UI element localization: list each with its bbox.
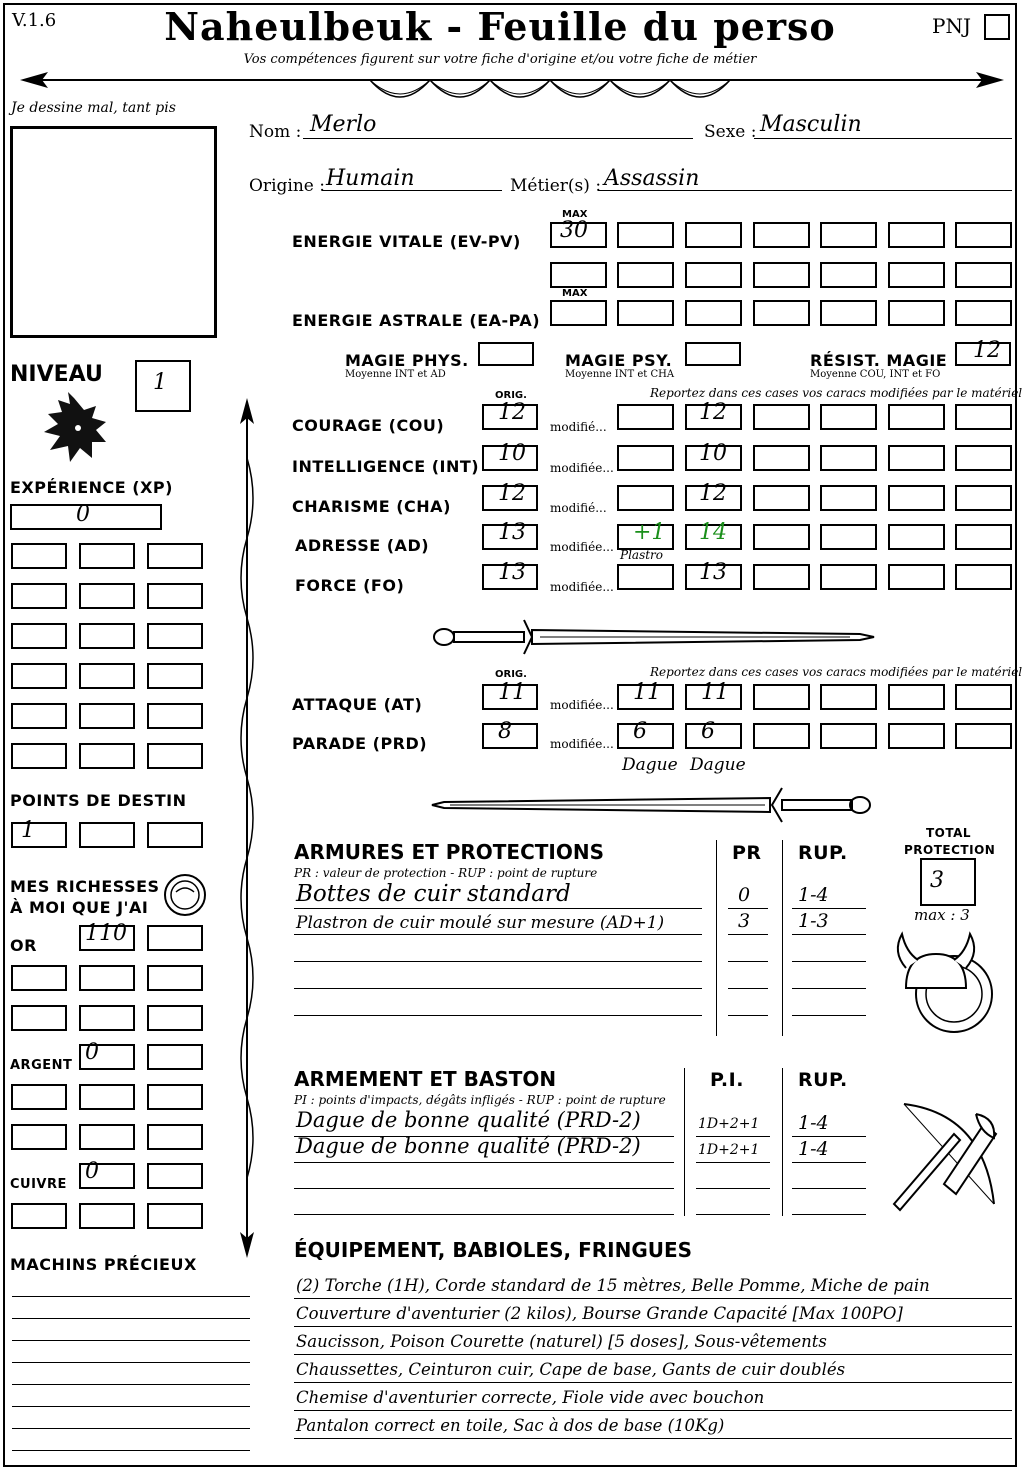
armement-pi-label: P.I. <box>710 1069 744 1091</box>
money-box-1-3[interactable] <box>147 925 203 951</box>
money-box-2-2[interactable] <box>79 965 135 991</box>
combat-orig-label: ORIG. <box>495 669 527 680</box>
carac-extra-5-4[interactable] <box>955 564 1012 590</box>
destin-box-1[interactable] <box>11 818 67 848</box>
arme-rup-line-3 <box>792 1188 866 1189</box>
experience-box[interactable]: 0 <box>10 504 162 530</box>
armure-pr-1: 0 <box>738 884 751 906</box>
xp-box-5-1[interactable] <box>11 703 67 729</box>
dragon-icon <box>40 392 108 464</box>
origine-label: Origine : <box>249 176 325 196</box>
armures-sub: PR : valeur de protection - RUP : point de rupture <box>294 866 598 880</box>
ea-box-5[interactable] <box>820 300 877 326</box>
combat-final-2-value: 6 <box>701 719 715 744</box>
armures-pr-label: PR <box>732 842 762 864</box>
destin-box-3[interactable] <box>147 822 203 848</box>
combat-orig-1[interactable] <box>482 680 538 710</box>
carac-orig-2-value: 10 <box>498 441 526 466</box>
carac-extra-5-2[interactable] <box>820 564 877 590</box>
money-box-5-2[interactable] <box>79 1084 135 1110</box>
ev-box-row2-7[interactable] <box>955 262 1012 288</box>
arme-pi-line-1 <box>696 1136 770 1137</box>
equipement-title: ÉQUIPEMENT, BABIOLES, FRINGUES <box>294 1238 693 1262</box>
pnj-checkbox[interactable] <box>984 14 1010 40</box>
weapons-icon <box>884 1094 1004 1214</box>
equipement-line-3[interactable] <box>294 1354 1012 1355</box>
carac-extra-1-1[interactable] <box>753 404 810 430</box>
carac-final-5[interactable] <box>685 560 742 590</box>
equipement-line-5[interactable] <box>294 1410 1012 1411</box>
carac-final-3[interactable] <box>685 481 742 511</box>
total-protection-label-1: TOTAL <box>926 826 972 840</box>
weapon-note-2: Dague <box>690 755 746 775</box>
carac-orig-1-value: 12 <box>498 400 526 425</box>
armure-pr-line-5 <box>728 1015 768 1016</box>
carac-mod-label-1: modifié... <box>550 420 607 434</box>
carac-extra-5-1[interactable] <box>753 564 810 590</box>
magie-psy-sub: Moyenne INT et CHA <box>565 369 675 380</box>
xp-box-5-2[interactable] <box>79 703 135 729</box>
ev-box-6[interactable] <box>888 222 945 248</box>
armure-pr-line-3 <box>728 961 768 962</box>
arme-name-1: Dague de bonne qualité (PRD-2) <box>296 1108 641 1132</box>
carac-final-4-value: 14 <box>699 520 727 545</box>
ev-box-row2-4[interactable] <box>753 262 810 288</box>
ev-box-1[interactable] <box>550 218 607 248</box>
equipement-text-2: Couverture d'aventurier (2 kilos), Bourse Grande Capacité [Max 100PO] <box>296 1304 903 1323</box>
equipement-text-5: Chemise d'aventurier correcte, Fiole vide avec bouchon <box>296 1388 765 1407</box>
xp-box-3-1[interactable] <box>11 623 67 649</box>
carac-extra-2-3[interactable] <box>888 445 945 471</box>
armures-sep-2 <box>782 840 783 1036</box>
money-box-6-3[interactable] <box>147 1124 203 1150</box>
pnj-label: PNJ <box>932 14 971 38</box>
armure-pr-2: 3 <box>738 910 751 932</box>
carac-mod-label-3: modifié... <box>550 501 607 515</box>
vertical-spear-icon <box>232 398 262 1258</box>
nom-line <box>303 138 693 139</box>
ev-box-1-value: 30 <box>560 218 588 243</box>
armure-line-3[interactable] <box>294 961 702 962</box>
sexe-label: Sexe : <box>704 122 757 142</box>
sword-icon-2 <box>430 780 875 830</box>
money-box-5-3[interactable] <box>147 1084 203 1110</box>
armures-rup-label: RUP. <box>798 842 848 864</box>
carac-extra-4-2[interactable] <box>820 524 877 550</box>
richesses-label-1: MES RICHESSES <box>10 877 160 896</box>
cuivre-label: CUIVRE <box>10 1177 67 1192</box>
money-box-4-3[interactable] <box>147 1044 203 1070</box>
carac-final-4[interactable] <box>685 520 742 550</box>
arme-rup-line-4 <box>792 1214 866 1215</box>
destin-box-1-value: 1 <box>21 818 35 843</box>
combat-mod-label-1: modifiée... <box>550 698 614 712</box>
arme-line-4[interactable] <box>294 1214 674 1215</box>
money-box-6-2[interactable] <box>79 1124 135 1150</box>
armement-sub: PI : points d'impacts, dégâts infligés - RUP : point de rupture <box>294 1093 666 1107</box>
arme-pi-line-2 <box>696 1162 770 1163</box>
carac-final-1[interactable] <box>685 400 742 430</box>
magie-phys-label: MAGIE PHYS. <box>345 351 469 370</box>
armure-rup-line-4 <box>792 988 866 989</box>
xp-box-5-3[interactable] <box>147 703 203 729</box>
carac-mod-label-5: modifiée... <box>550 580 614 594</box>
carac-orig-5-value: 13 <box>498 560 526 585</box>
armure-line-5[interactable] <box>294 1015 702 1016</box>
total-protection-box[interactable]: 3 <box>920 858 976 906</box>
xp-box-6-3[interactable] <box>147 743 203 769</box>
sexe-field[interactable]: Masculin <box>760 112 862 137</box>
sword-icon <box>430 612 875 662</box>
xp-box-4-2[interactable] <box>79 663 135 689</box>
niveau-box[interactable]: 1 <box>135 360 191 412</box>
armure-rup-1: 1-4 <box>798 884 829 906</box>
niveau-label: NIVEAU <box>10 362 103 387</box>
xp-box-1-2[interactable] <box>79 543 135 569</box>
sexe-line <box>754 138 1012 139</box>
machins-line-2[interactable] <box>12 1318 250 1319</box>
magie-phys-sub: Moyenne INT et AD <box>345 369 446 380</box>
machins-line-6[interactable] <box>12 1406 250 1407</box>
armures-title: ARMURES ET PROTECTIONS <box>294 840 604 864</box>
combat-extra-2-3[interactable] <box>888 723 945 749</box>
xp-box-3-3[interactable] <box>147 623 203 649</box>
carac-label-5: FORCE (FO) <box>295 576 405 595</box>
ea-label: ENERGIE ASTRALE (EA-PA) <box>292 311 541 330</box>
destin-label: POINTS DE DESTIN <box>10 791 187 810</box>
ea-box-7[interactable] <box>955 300 1012 326</box>
ea-box-4[interactable] <box>753 300 810 326</box>
machins-line-4[interactable] <box>12 1362 250 1363</box>
money-box-7-2[interactable] <box>79 1159 135 1189</box>
combat-extra-1-1[interactable] <box>753 684 810 710</box>
resist-magie-sub: Moyenne COU, INT et FO <box>810 369 941 380</box>
armure-rup-line-3 <box>792 961 866 962</box>
arme-rup-2: 1-4 <box>798 1138 829 1160</box>
carac-label-2: INTELLIGENCE (INT) <box>292 457 480 476</box>
argent-label: ARGENT <box>10 1058 73 1073</box>
combat-mod-1-value: 11 <box>633 680 661 705</box>
carac-mod-label-4: modifiée... <box>550 540 614 554</box>
carac-orig-4[interactable] <box>482 520 538 550</box>
carac-extra-5-3[interactable] <box>888 564 945 590</box>
ev-box-4[interactable] <box>753 222 810 248</box>
xp-box-1-1[interactable] <box>11 543 67 569</box>
combat-mod-1[interactable] <box>617 680 674 710</box>
xp-box-2-3[interactable] <box>147 583 203 609</box>
or-label: OR <box>10 936 37 955</box>
money-box-8-2[interactable] <box>79 1203 135 1229</box>
magie-phys-box[interactable] <box>478 342 534 366</box>
metier-label: Métier(s) : <box>510 176 602 196</box>
machins-line-3[interactable] <box>12 1340 250 1341</box>
armure-rup-line-5 <box>792 1015 866 1016</box>
machins-line-8[interactable] <box>12 1450 250 1451</box>
arme-pi-1: 1D+2+1 <box>698 1116 760 1132</box>
arme-pi-2: 1D+2+1 <box>698 1142 760 1158</box>
armure-pr-line-1 <box>728 908 768 909</box>
armement-rup-label: RUP. <box>798 1069 848 1091</box>
total-protection-label-2: PROTECTION <box>904 843 996 857</box>
carac-extra-2-2[interactable] <box>820 445 877 471</box>
money-box-4-2-value: 0 <box>85 1040 99 1065</box>
money-box-4-2[interactable] <box>79 1040 135 1070</box>
money-box-5-1[interactable] <box>11 1084 67 1110</box>
carac-extra-4-3[interactable] <box>888 524 945 550</box>
machins-label: MACHINS PRÉCIEUX <box>10 1255 197 1274</box>
arme-rup-line-2 <box>792 1162 866 1163</box>
carac-extra-2-4[interactable] <box>955 445 1012 471</box>
magie-psy-label: MAGIE PSY. <box>565 351 673 370</box>
money-box-3-2[interactable] <box>79 1005 135 1031</box>
combat-extra-1-2[interactable] <box>820 684 877 710</box>
ev-box-row2-5[interactable] <box>820 262 877 288</box>
carac-extra-1-4[interactable] <box>955 404 1012 430</box>
arme-rup-1: 1-4 <box>798 1112 829 1134</box>
armure-line-4[interactable] <box>294 988 702 989</box>
carac-extra-1-3[interactable] <box>888 404 945 430</box>
ea-box-3[interactable] <box>685 300 742 326</box>
combat-extra-2-4[interactable] <box>955 723 1012 749</box>
combat-extra-2-2[interactable] <box>820 723 877 749</box>
page-title: Naheulbeuk - Feuille du perso <box>164 4 836 49</box>
ea-box-2[interactable] <box>617 300 674 326</box>
combat-extra-1-4[interactable] <box>955 684 1012 710</box>
money-box-2-3[interactable] <box>147 965 203 991</box>
ev-box-2[interactable] <box>617 222 674 248</box>
xp-box-2-2[interactable] <box>79 583 135 609</box>
ea-max-label: MAX <box>562 288 588 299</box>
portrait-caption: Je dessine mal, tant pis <box>11 100 176 116</box>
nom-label: Nom : <box>249 122 302 142</box>
richesses-label-2: À MOI QUE J'AI <box>10 898 149 917</box>
xp-box-6-2[interactable] <box>79 743 135 769</box>
combat-mod-label-2: modifiée... <box>550 737 614 751</box>
carac-extra-4-4[interactable] <box>955 524 1012 550</box>
equipement-line-2[interactable] <box>294 1326 1012 1327</box>
combat-orig-2-value: 8 <box>498 719 512 744</box>
armement-sep-1 <box>684 1068 685 1216</box>
metier-field[interactable]: Assassin <box>604 166 700 191</box>
carac-extra-4-1[interactable] <box>753 524 810 550</box>
magie-psy-box[interactable] <box>685 342 741 366</box>
combat-label-2: PARADE (PRD) <box>292 734 428 753</box>
carac-extra-3-2[interactable] <box>820 485 877 511</box>
helmet-shield-icon <box>888 928 1000 1040</box>
xp-box-2-1[interactable] <box>11 583 67 609</box>
ev-box-3[interactable] <box>685 222 742 248</box>
xp-box-6-1[interactable] <box>11 743 67 769</box>
carac-mod-label-2: modifiée... <box>550 461 614 475</box>
carac-mod-4-value: +1 <box>633 520 666 545</box>
carac-extra-3-1[interactable] <box>753 485 810 511</box>
xp-box-1-3[interactable] <box>147 543 203 569</box>
combat-final-1[interactable] <box>685 680 742 710</box>
machins-line-1[interactable] <box>12 1296 250 1297</box>
carac-orig-1[interactable] <box>482 400 538 430</box>
carac-label-4: ADRESSE (AD) <box>295 536 430 555</box>
money-box-1-2[interactable] <box>79 921 135 951</box>
experience-label: EXPÉRIENCE (XP) <box>10 478 173 497</box>
money-box-2-1[interactable] <box>11 965 67 991</box>
combat-mod-2-value: 6 <box>633 719 647 744</box>
carac-extra-1-2[interactable] <box>820 404 877 430</box>
caracs-orig-label: ORIG. <box>495 390 527 401</box>
portrait-frame[interactable] <box>10 126 217 338</box>
equipement-text-4: Chaussettes, Ceinturon cuir, Cape de base, Gants de cuir doublés <box>296 1360 846 1379</box>
machins-line-7[interactable] <box>12 1428 250 1429</box>
equipement-text-6: Pantalon correct en toile, Sac à dos de base (10Kg) <box>296 1416 725 1435</box>
version-label: V.1.6 <box>12 10 57 31</box>
ea-box-6[interactable] <box>888 300 945 326</box>
combat-mod-2[interactable] <box>617 719 674 749</box>
max-protection-note: max : 3 <box>914 906 970 924</box>
money-box-1-2-value: 110 <box>85 921 127 946</box>
combat-final-2[interactable] <box>685 719 742 749</box>
carac-orig-5[interactable] <box>482 560 538 590</box>
carac-orig-3[interactable] <box>482 481 538 511</box>
ev-box-7[interactable] <box>955 222 1012 248</box>
carac-mod-1[interactable] <box>617 404 674 430</box>
xp-box-3-2[interactable] <box>79 623 135 649</box>
carac-mod-3[interactable] <box>617 485 674 511</box>
equipement-line-4[interactable] <box>294 1382 1012 1383</box>
carac-mod-4[interactable] <box>617 520 674 550</box>
arme-line-3[interactable] <box>294 1188 674 1189</box>
carac-final-1-value: 12 <box>699 400 727 425</box>
arme-name-2: Dague de bonne qualité (PRD-2) <box>296 1134 641 1158</box>
ev-box-5[interactable] <box>820 222 877 248</box>
money-box-7-2-value: 0 <box>85 1159 99 1184</box>
carac-label-1: COURAGE (COU) <box>292 416 445 435</box>
armure-name-1: Bottes de cuir standard <box>296 881 571 907</box>
ev-label: ENERGIE VITALE (EV-PV) <box>292 232 521 251</box>
carac-final-2[interactable] <box>685 441 742 471</box>
armure-rup-line-1 <box>792 908 866 909</box>
combat-extra-2-1[interactable] <box>753 723 810 749</box>
armures-sep-1 <box>716 840 717 1036</box>
carac-final-5-value: 13 <box>699 560 727 585</box>
arme-line-2[interactable] <box>294 1162 674 1163</box>
nom-field[interactable]: Merlo <box>310 112 377 137</box>
caracs-report-note: Reportez dans ces cases vos caracs modifiées par le matériel <box>650 386 1023 400</box>
combat-orig-2[interactable] <box>482 719 538 749</box>
destin-box-2[interactable] <box>79 822 135 848</box>
ev-box-row2-2[interactable] <box>617 262 674 288</box>
carac-orig-2[interactable] <box>482 441 538 471</box>
money-box-8-1[interactable] <box>11 1203 67 1229</box>
carac-orig-3-value: 12 <box>498 481 526 506</box>
carac-orig-4-value: 13 <box>498 520 526 545</box>
combat-label-1: ATTAQUE (AT) <box>292 695 423 714</box>
combat-orig-1-value: 11 <box>498 680 526 705</box>
armement-sep-2 <box>782 1068 783 1216</box>
page-subtitle: Vos compétences figurent sur votre fiche d'origine et/ou votre fiche de métier <box>243 52 757 67</box>
armure-rup-2: 1-3 <box>798 910 829 932</box>
armure-line-1[interactable] <box>294 908 702 909</box>
armement-title: ARMEMENT ET BASTON <box>294 1067 557 1091</box>
ea-box-1[interactable] <box>550 300 607 326</box>
ev-box-row2-1[interactable] <box>550 262 607 288</box>
ev-box-row2-3[interactable] <box>685 262 742 288</box>
arme-pi-line-4 <box>696 1214 770 1215</box>
resist-magie-box[interactable]: 12 <box>955 342 1011 366</box>
xp-box-4-3[interactable] <box>147 663 203 689</box>
xp-box-4-1[interactable] <box>11 663 67 689</box>
equipement-line-1[interactable] <box>294 1298 1012 1299</box>
carac-extra-3-3[interactable] <box>888 485 945 511</box>
coin-icon <box>162 872 208 918</box>
resist-magie-label: RÉSIST. MAGIE <box>810 351 948 370</box>
combat-report-note: Reportez dans ces cases vos caracs modifiées par le matériel <box>650 665 1023 679</box>
money-box-6-1[interactable] <box>11 1124 67 1150</box>
money-box-7-3[interactable] <box>147 1163 203 1189</box>
combat-extra-1-3[interactable] <box>888 684 945 710</box>
carac-extra-3-4[interactable] <box>955 485 1012 511</box>
arme-pi-line-3 <box>696 1188 770 1189</box>
armure-line-2[interactable] <box>294 934 702 935</box>
money-box-8-3[interactable] <box>147 1203 203 1229</box>
equipement-text-1: (2) Torche (1H), Corde standard de 15 mètres, Belle Pomme, Miche de pain <box>296 1276 930 1295</box>
equipement-text-3: Saucisson, Poison Courette (naturel) [5 doses], Sous-vêtements <box>296 1332 827 1351</box>
carac-final-3-value: 12 <box>699 481 727 506</box>
carac-label-3: CHARISME (CHA) <box>292 497 451 516</box>
machins-line-5[interactable] <box>12 1384 250 1385</box>
ev-max-label: MAX <box>562 209 588 220</box>
carac-mod-5[interactable] <box>617 564 674 590</box>
origine-field[interactable]: Humain <box>326 166 415 191</box>
arme-rup-line-1 <box>792 1136 866 1137</box>
armure-pr-line-2 <box>728 934 768 935</box>
money-box-3-1[interactable] <box>11 1005 67 1031</box>
armure-pr-line-4 <box>728 988 768 989</box>
ev-box-row2-6[interactable] <box>888 262 945 288</box>
carac-extra-2-1[interactable] <box>753 445 810 471</box>
combat-final-1-value: 11 <box>701 680 729 705</box>
carac-final-2-value: 10 <box>699 441 727 466</box>
money-box-3-3[interactable] <box>147 1005 203 1031</box>
weapon-note-1: Dague <box>622 755 678 775</box>
armure-name-2: Plastron de cuir moulé sur mesure (AD+1) <box>296 913 665 933</box>
equipement-line-6[interactable] <box>294 1438 1012 1439</box>
armure-rup-line-2 <box>792 934 866 935</box>
carac-mod-2[interactable] <box>617 445 674 471</box>
carac-mod-note-4: Plastro <box>620 548 664 562</box>
